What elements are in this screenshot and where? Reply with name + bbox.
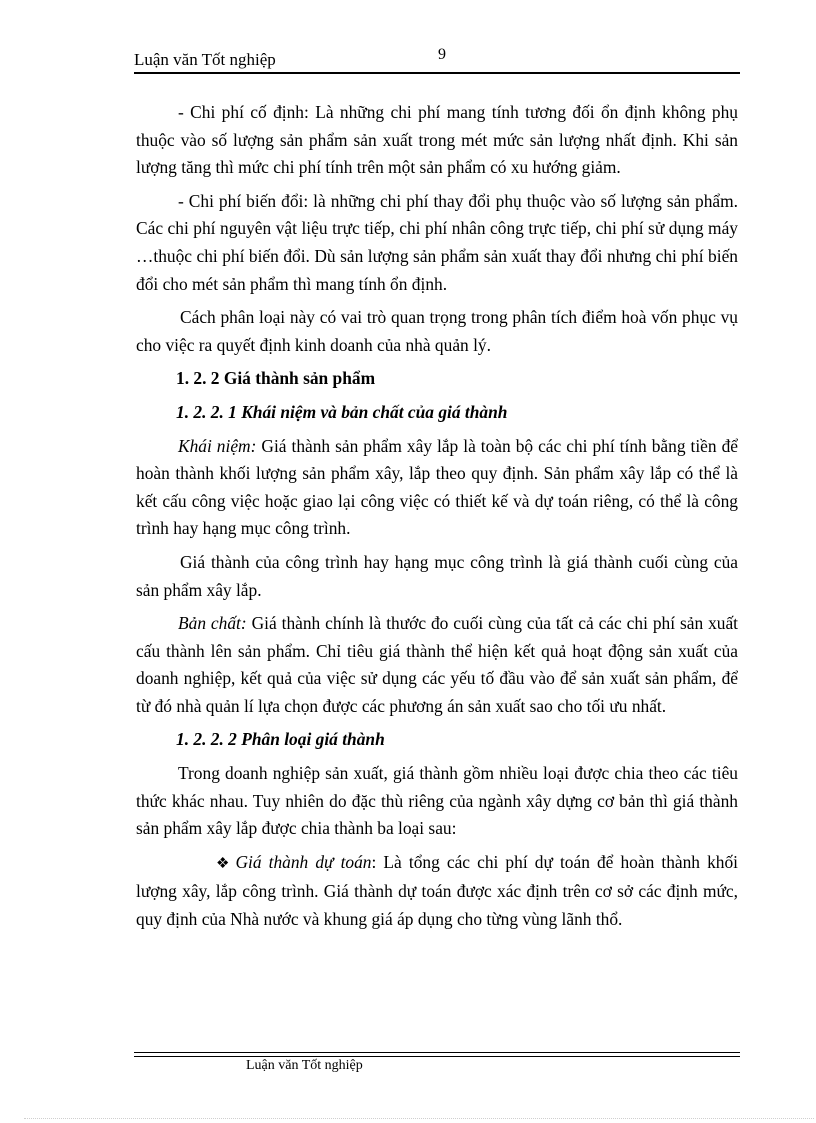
paragraph-variable-cost: - Chi phí biến đổi: là những chi phí thay đổi phụ thuộc vào số lượng sản phẩm. Các chi phí nguyên vật liệu trực tiếp, chi phí nhân công trực tiếp, chi phí sử dụng máy …thuộc chi phí biến đổi. Dù sản lượng sản phẩm sản xuất thay đổi nhưng chi phí biến đổi cho mét sản phẩm thì mang tính ổn định. (136, 190, 738, 294)
estimated-cost-text: : Là tổng các chi phí dự toán để hoàn thành khối lượng xây, lắp công trình. Giá thành dự toán được xác định trên cơ sở các định mức, quy định của Nhà nước và khung giá áp dụng cho từng vùng lãnh thổ. (136, 851, 739, 930)
paragraph-classification: Cách phân loại này có vai trò quan trọng trong phân tích điểm hoà vốn phục vụ cho việc ra quyết định kinh doanh của nhà quản lý. (136, 307, 738, 355)
diamond-bullet-icon: ❖ (216, 855, 230, 872)
document-body (136, 99, 738, 940)
section-heading-product-cost: 1. 2. 2 Giá thành sản phẩm (176, 368, 376, 389)
estimated-cost-label: Giá thành dự toán (235, 851, 372, 872)
bullet-estimated-cost (136, 849, 738, 934)
paragraph-concept (136, 433, 738, 543)
page-number: 9 (438, 46, 446, 63)
page-bottom-border (24, 1118, 814, 1119)
paragraph-final-cost: Giá thành của công trình hay hạng mục công trình là giá thành cuối cùng của sản phẩm xây lắp. (136, 551, 738, 600)
paragraph-fixed-cost: - Chi phí cố định: Là những chi phí mang tính tương đối ổn định không phụ thuộc vào số lượng sản phẩm sản xuất trong mét mức sản lượng nhất định. Khi sản lượng tăng thì mức chi phí tính trên một sản phẩm có xu hướng giảm. (136, 102, 738, 178)
page-header (134, 46, 740, 74)
header-title: Luận văn Tốt nghiệp (134, 50, 276, 69)
concept-text: Giá thành sản phẩm xây lắp là toàn bộ các chi phí tính bằng tiền để hoàn thành khối lượng sản phẩm xây, lắp theo quy định. Sản phẩm xây lắp có thể là kết cấu công việc hoặc giao lại công việc có thiết kế và dự toán riêng, có thể là công trình hay hạng mục công trình. (136, 435, 738, 539)
paragraph-nature (136, 610, 738, 720)
paragraph-types: Trong doanh nghiệp sản xuất, giá thành gồm nhiều loại được chia theo các tiêu thức khác nhau. Tuy nhiên do đặc thù riêng của ngành xây dựng cơ bản thì giá thành sản phẩm xây lắp được chia thành ba loại sau: (136, 763, 738, 839)
nature-text: Giá thành chính là thước đo cuối cùng của tất cả các chi phí sản xuất cấu thành lên sản phẩm. Chỉ tiêu giá thành thể hiện kết quả hoạt động sản xuất của doanh nghiệp, kết quả của việc sử dụng các yếu tố đầu vào để sản xuất sản phẩm, để từ đó nhà quản lí lựa chọn được các phương án sản xuất sao cho tối ưu nhất. (136, 613, 739, 716)
footer-divider (134, 1052, 740, 1057)
footer-title: Luận văn Tốt nghiệp (246, 1058, 363, 1073)
nature-label: Bản chất: (178, 613, 247, 634)
subsection-heading-classification: 1. 2. 2. 2 Phân loại giá thành (176, 729, 385, 750)
subsection-heading-concept: 1. 2. 2. 1 Khái niệm và bản chất của giá thành (176, 401, 508, 422)
concept-label: Khái niệm: (178, 435, 257, 456)
